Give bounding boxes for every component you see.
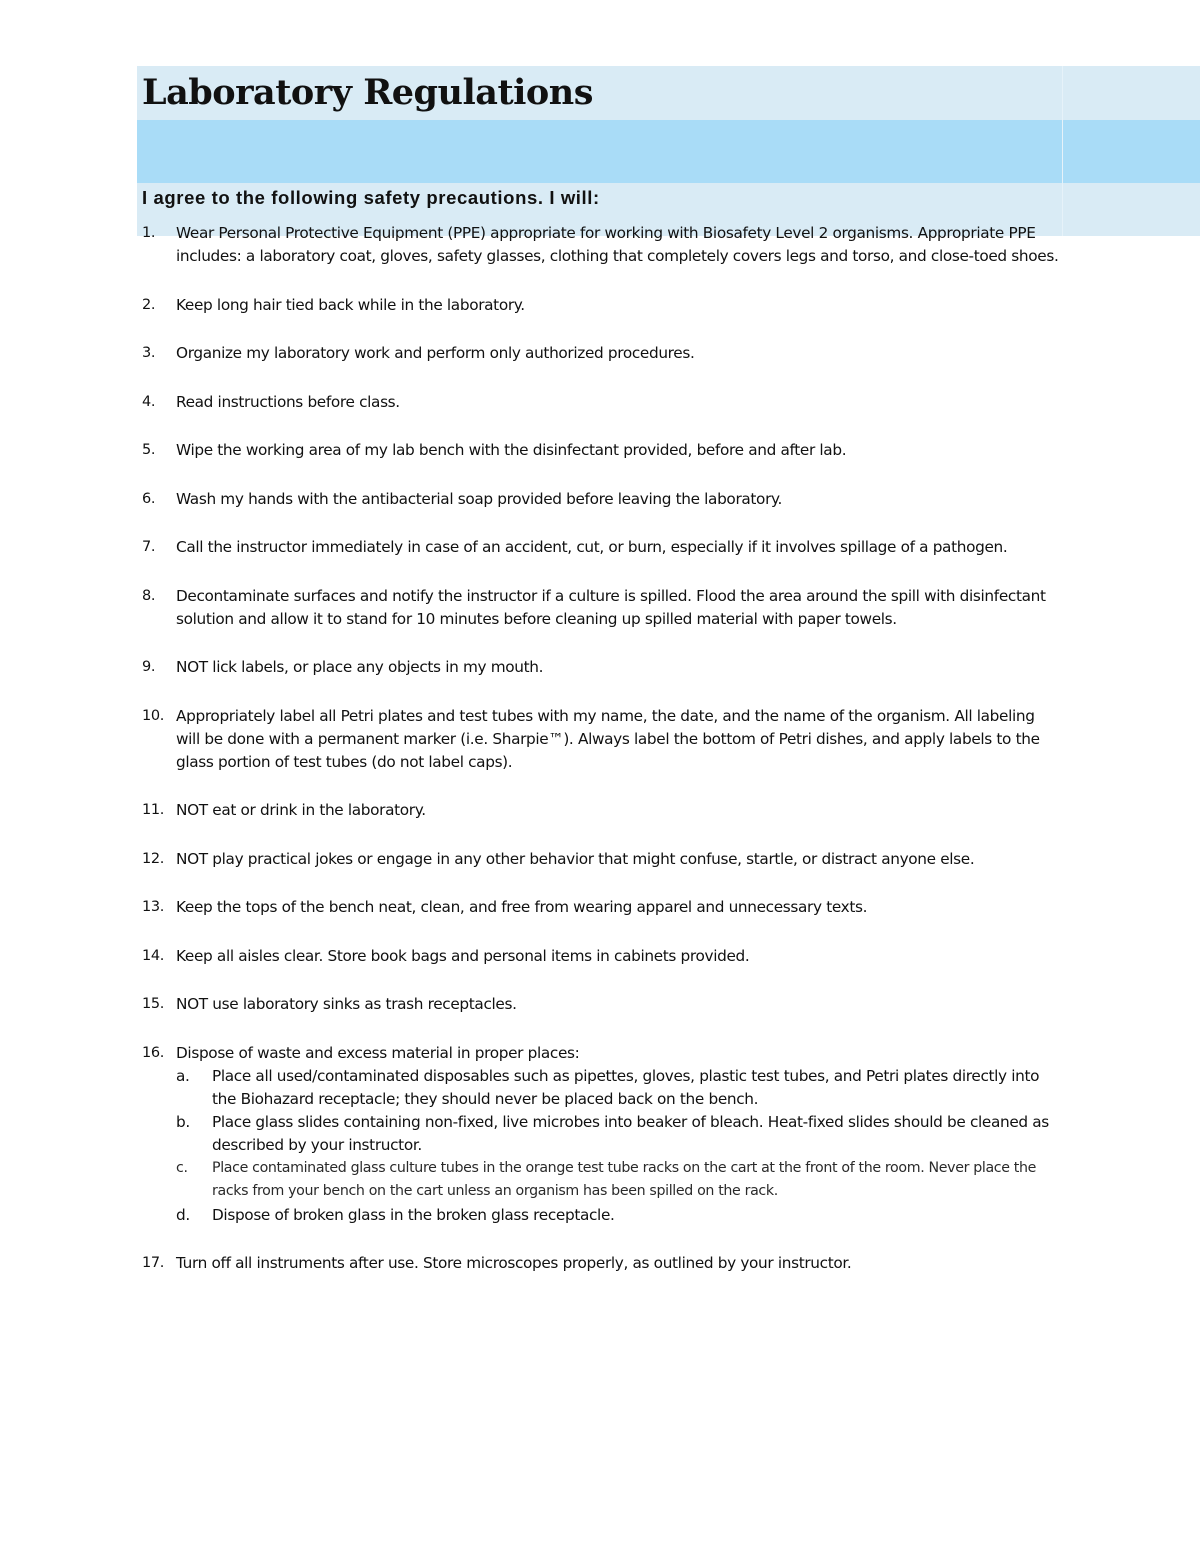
- item-number: 9.: [142, 659, 156, 675]
- list-item: [142, 705, 1062, 774]
- page-title: Laboratory Regulations: [142, 72, 593, 113]
- band-divider: [1062, 66, 1063, 236]
- list-item: [142, 391, 1062, 414]
- item-number: 7.: [142, 539, 156, 555]
- item-text: Read instructions before class.: [176, 392, 400, 411]
- item-text: Keep the tops of the bench neat, clean, and free from wearing apparel and unnecessary texts.: [176, 898, 868, 916]
- list-item: [142, 993, 1062, 1016]
- sub-item-letter: a.: [176, 1066, 190, 1085]
- item-number: 15.: [142, 996, 165, 1012]
- item-number: 17.: [142, 1255, 165, 1271]
- item-text: NOT play practical jokes or engage in any other behavior that might confuse, startle, or distract anyone else.: [176, 849, 975, 868]
- list-item: [142, 848, 1062, 871]
- list-item: [142, 222, 1062, 268]
- item-text: Wear Personal Protective Equipment (PPE) appropriate for working with Biosafety Level 2 organisms. Appropriate PPE includes: a laboratory coat, gloves, safety glasses, clothing that completely covers legs and torso, and close-toed shoes.: [176, 224, 1059, 265]
- item-number: 2.: [142, 296, 156, 313]
- list-item: [142, 439, 1062, 462]
- list-item: [142, 342, 1062, 365]
- item-text: Decontaminate surfaces and notify the instructor if a culture is spilled. Flood the area around the spill with disinfectant solution and allow it to stand for 10 minutes before cleaning up spilled material with paper towels.: [176, 586, 1046, 628]
- item-text: NOT lick labels, or place any objects in my mouth.: [176, 658, 544, 676]
- list-item: [142, 799, 1062, 822]
- list-item: [142, 536, 1062, 559]
- sub-item-letter: d.: [176, 1205, 190, 1224]
- sublist-item: [176, 1157, 1062, 1204]
- item-number: 16.: [142, 1044, 165, 1061]
- list-item: [142, 656, 1062, 679]
- list-item: [142, 896, 1062, 919]
- item-number: 4.: [142, 393, 156, 410]
- sub-item-text: Place glass slides containing non-fixed, live microbes into beaker of bleach. Heat-fixed slides should be cleaned as described by your instructor.: [212, 1112, 1049, 1154]
- item-number: 5.: [142, 442, 156, 458]
- item-number: 13.: [142, 899, 165, 915]
- list-item: [142, 488, 1062, 511]
- sub-item-letter: b.: [176, 1112, 190, 1131]
- sublist-item: [176, 1204, 1062, 1227]
- regulations-list: [142, 222, 1062, 1301]
- list-item: [142, 1252, 1062, 1275]
- item-number: 11.: [142, 802, 165, 818]
- item-text: Call the instructor immediately in case of an accident, cut, or burn, especially if it involves spillage of a pathogen.: [176, 538, 1008, 556]
- item-number: 12.: [142, 850, 165, 867]
- item-text: NOT eat or drink in the laboratory.: [176, 801, 426, 819]
- item-text: Keep all aisles clear. Store book bags and personal items in cabinets provided.: [176, 946, 750, 965]
- item-text: Dispose of waste and excess material in proper places:: [176, 1043, 580, 1062]
- item-text: NOT use laboratory sinks as trash receptacles.: [176, 995, 517, 1013]
- item-number: 10.: [142, 707, 165, 724]
- sub-item-text: Place contaminated glass culture tubes in the orange test tube racks on the cart at the front of the room. Never place the racks from your bench on the cart unless an organism has been spilled on the rack.: [212, 1159, 1037, 1199]
- item-number: 14.: [142, 947, 165, 964]
- sub-item-text: Dispose of broken glass in the broken glass receptacle.: [212, 1205, 615, 1224]
- sub-item-letter: c.: [176, 1159, 188, 1176]
- list-item: [142, 294, 1062, 317]
- list-item: [142, 945, 1062, 968]
- item-text: Wipe the working area of my lab bench with the disinfectant provided, before and after lab.: [176, 441, 847, 459]
- item-text: Turn off all instruments after use. Store microscopes properly, as outlined by your instructor.: [176, 1254, 852, 1272]
- item-number: 8.: [142, 587, 156, 604]
- list-item: [142, 585, 1062, 631]
- item-number: 3.: [142, 345, 156, 361]
- section-subtitle: I agree to the following safety precautions. I will:: [142, 187, 600, 208]
- item-text: Appropriately label all Petri plates and test tubes with my name, the date, and the name of the organism. All labeling will be done with a permanent marker (i.e. Sharpie™). Always label the bottom of Petri dishes, and apply labels to the glass portion of test tubes (do not label caps).: [176, 706, 1040, 771]
- item-number: 1.: [142, 225, 156, 241]
- header-accent-band: [137, 120, 1200, 183]
- item-text: Wash my hands with the antibacterial soap provided before leaving the laboratory.: [176, 489, 783, 508]
- sub-item-text: Place all used/contaminated disposables such as pipettes, gloves, plastic test tubes, and Petri plates directly into the Biohazard receptacle; they should never be placed back on the bench.: [212, 1066, 1040, 1108]
- item-text: Keep long hair tied back while in the laboratory.: [176, 295, 525, 314]
- waste-disposal-sublist: [176, 1065, 1062, 1227]
- sublist-item: [176, 1111, 1062, 1157]
- sublist-item: [176, 1065, 1062, 1111]
- item-text: Organize my laboratory work and perform only authorized procedures.: [176, 344, 695, 362]
- item-number: 6.: [142, 490, 156, 507]
- list-item: [142, 1042, 1062, 1227]
